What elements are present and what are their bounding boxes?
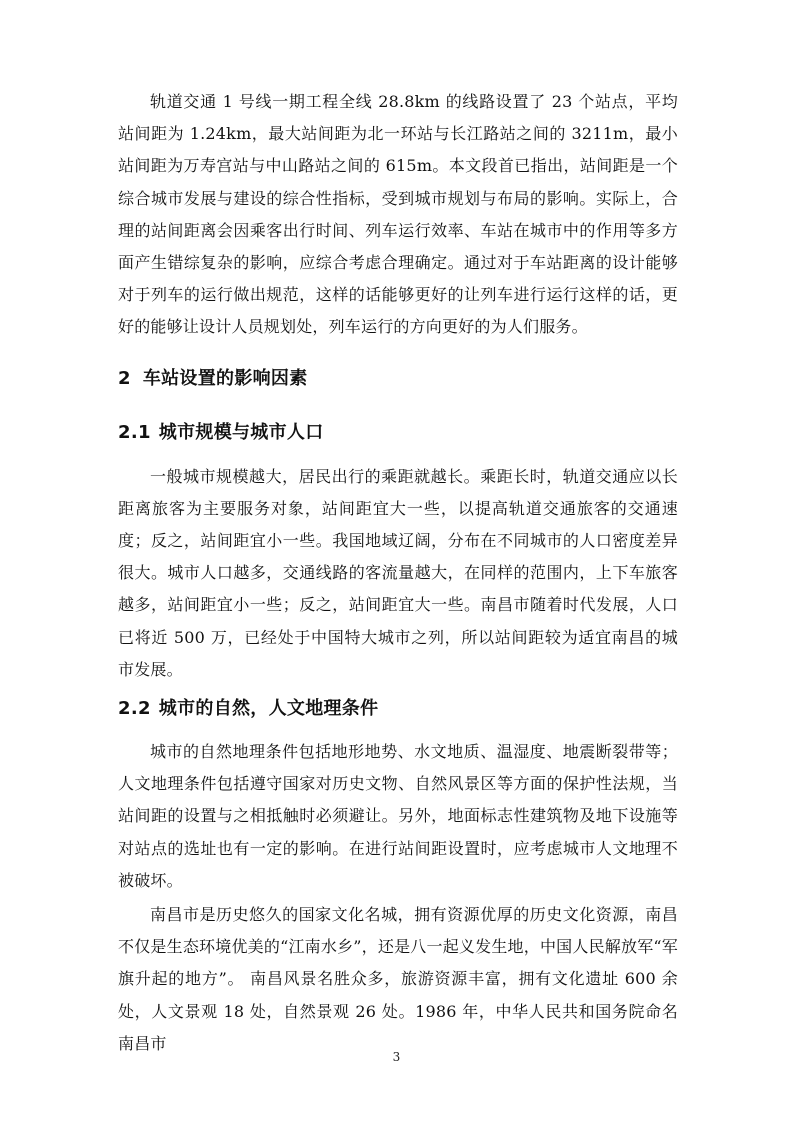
section-2-title: 车站设置的影响因素 xyxy=(142,367,308,389)
page-content xyxy=(118,86,678,1060)
section-2-1-heading xyxy=(118,418,678,448)
section-2-number: 2 xyxy=(118,367,131,389)
section-2-2-title: 城市的自然，人文地理条件 xyxy=(158,698,379,720)
page-number: 3 xyxy=(392,1050,401,1064)
section-2-2-paragraph-2: 南昌市是历史悠久的国家文化名城，拥有资源优厚的历史文化资源，南昌不仅是生态环境优美的“江南水乡”，还是八一起义发生地，中国人民解放军“军旗升起的地方”。 南昌风景名胜众多，旅游资源丰富，拥有文化遗址 600 余处，人文景观 18 处，自然景观 26 处。1986 年，中华人民共和国务院命名南昌市 xyxy=(118,905,678,1053)
section-2-heading xyxy=(118,364,678,394)
section-2-1-title: 城市规模与城市人口 xyxy=(158,421,324,443)
section-2-1-number: 2.1 xyxy=(118,421,151,443)
section-2-2-paragraph-1: 城市的自然地理条件包括地形地势、水文地质、温湿度、地震断裂带等；人文地理条件包括遵守国家对历史文物、自然风景区等方面的保护性法规，当站间距的设置与之相抵触时必须避让。另外，地面标志性建筑物及地下设施等对站点的选址也有一定的影响。在进行站间距设置时，应考虑城市人文地理不被破坏。 xyxy=(118,742,678,890)
section-2-2-number: 2.2 xyxy=(118,698,151,720)
section-2-1-paragraph: 一般城市规模越大，居民出行的乘距就越长。乘距长时，轨道交通应以长距离旅客为主要服务对象，站间距宜大一些，以提高轨道交通旅客的交通速度；反之，站间距宜小一些。我国地域辽阔，分布在不同城市的人口密度差异很大。城市人口越多，交通线路的客流量越大，在同样的范围内，上下车旅客越多，站间距宜小一些；反之，站间距宜大一些。南昌市随着时代发展，人口已将近 500 万，已经处于中国特大城市之列，所以站间距较为适宜南昌的城市发展。 xyxy=(118,466,678,679)
section-2-2-heading xyxy=(118,694,678,724)
intro-paragraph: 轨道交通 1 号线一期工程全线 28.8km 的线路设置了 23 个站点，平均站间距为 1.24km，最大站间距为北一环站与长江路站之间的 3211m，最小站间距为万寿宫站与中山路站之间的 615m。本文段首已指出，站间距是一个综合城市发展与建设的综合性指标，受到城市规划与布局的影响。实际上，合理的站间距离会因乘客出行时间、列车运行效率、车站在城市中的作用等多方面产生错综复杂的影响，应综合考虑合理确定。通过对于车站距离的设计能够对于列车的运行做出规范，这样的话能够更好的让列车进行运行这样的话，更好的能够让设计人员规划处，列车运行的方向更好的为人们服务。 xyxy=(118,92,678,337)
